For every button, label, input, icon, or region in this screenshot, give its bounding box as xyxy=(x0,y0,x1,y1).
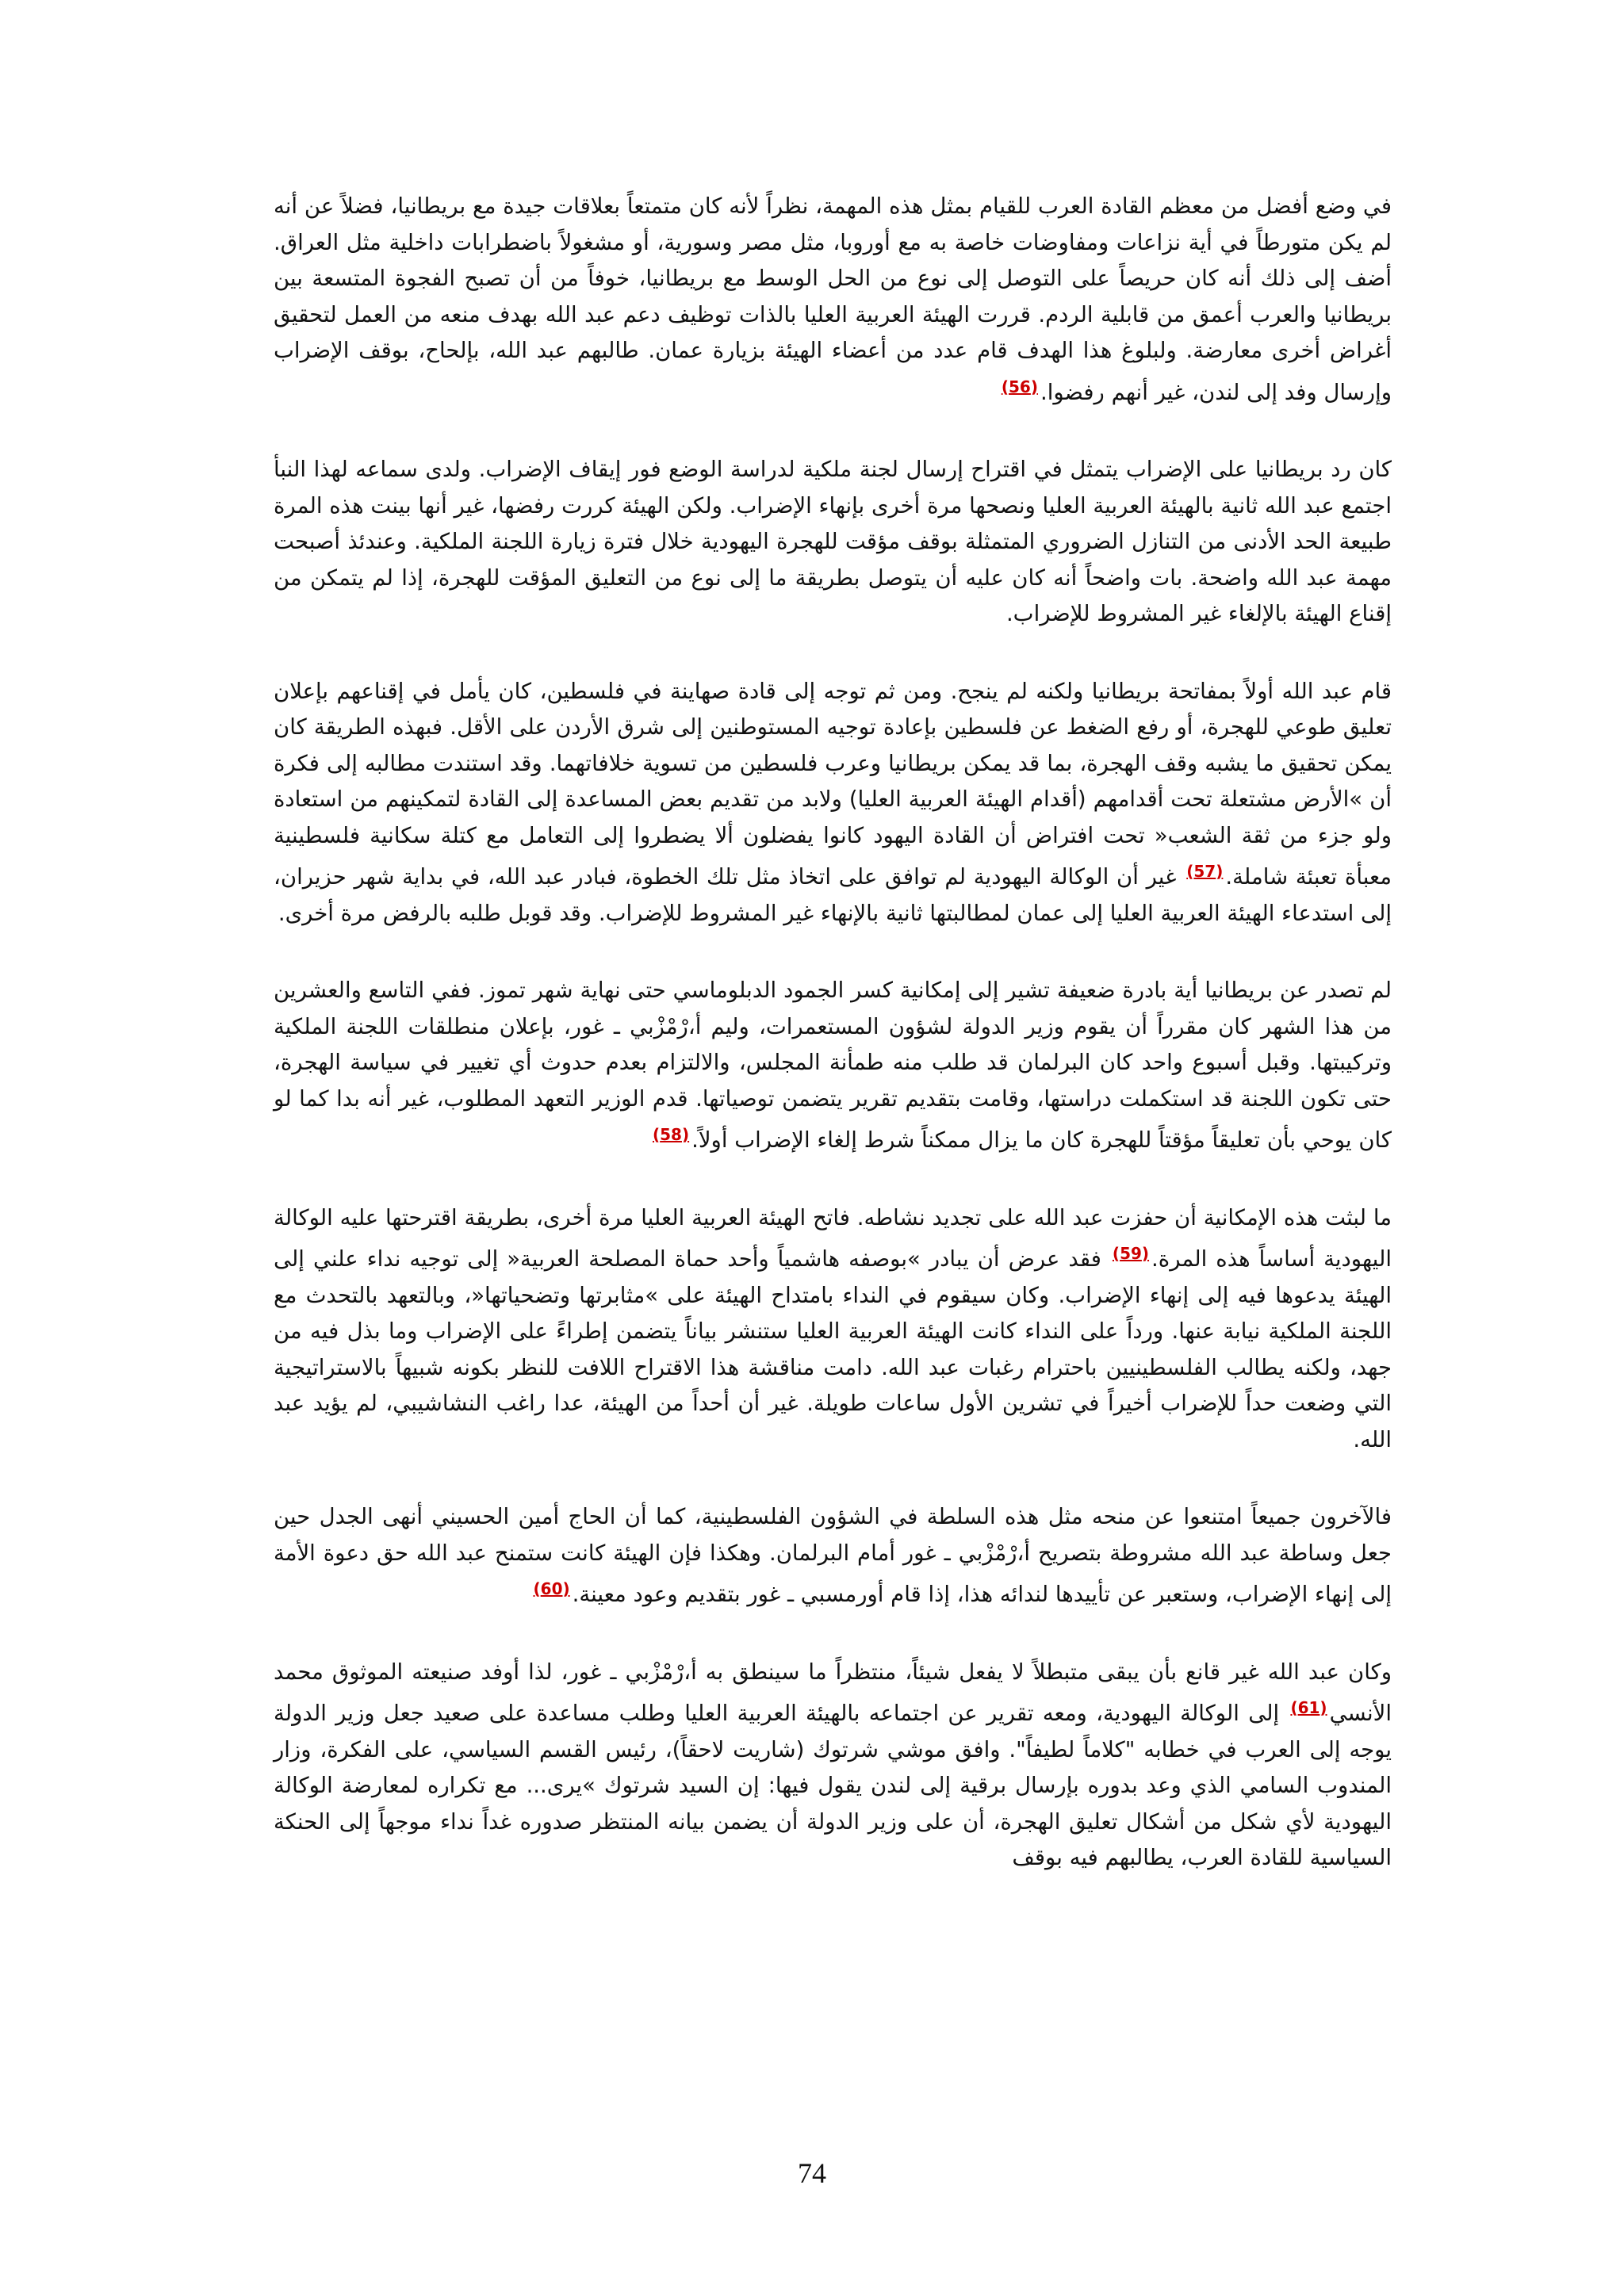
paragraph-text: لم تصدر عن بريطانيا أية بادرة ضعيفة تشير إلى إمكانية كسر الجمود الدبلوماسي حتى نهاية شهر تموز. ففي التاسع والعشرين من هذا الشهر كان مقرراً أن يقوم وزير الدولة لشؤون المستعمرات، وليم أ،رْمْزْبي ـ غور، بإعلان منطلقات اللجنة الملكية وتركيبتها. وقبل أسبوع واحد كان البرلمان قد طلب منه طمأنة المجلس، والالتزام بعدم حدوث أي تغيير في سياسة الهجرة، حتى تكون اللجنة قد استكملت دراستها، وقامت بتقديم تقرير يتضمن توصياتها. قدم الوزير التعهد المطلوب، غير أنه بدا كما لو كان يوحي بأن تعليقاً مؤقتاً للهجرة كان ما يزال ممكناً شرط إلغاء الإضراب أولاً. xyxy=(274,978,1392,1153)
paragraph xyxy=(274,189,1392,411)
footnote-link[interactable]: (57) xyxy=(1186,862,1224,881)
paragraph-text: غير أن الوكالة اليهودية لم توافق على اتخاذ مثل تلك الخطوة، فبادر عبد الله، في بداية شهر حزيران، إلى استدعاء الهيئة العربية العليا إلى عمان لمطالبتها ثانية بالإنهاء غير المشروط للإضراب. وقد قوبل طلبه بالرفض مرة أخرى. xyxy=(274,864,1392,926)
footnote-link[interactable]: (58) xyxy=(653,1125,690,1144)
footnote-link[interactable]: (56) xyxy=(1001,377,1038,396)
paragraph xyxy=(274,452,1392,633)
body-text xyxy=(274,189,1392,1918)
paragraph xyxy=(274,1200,1392,1459)
paragraph-text: قام عبد الله أولاً بمفاتحة بريطانيا ولكنه لم ينجح. ومن ثم توجه إلى قادة صهاينة في فلسطين، كان يأمل في إقناعهم بإعلان تعليق طوعي للهجرة، أو رفع الضغط عن فلسطين بإعادة توجيه المستوطنين إلى شرق الأردن على الأقل. فبهذه الطريقة كان يمكن تحقيق ما يشبه وقف الهجرة، بما قد يمكن بريطانيا وعرب فلسطين من تسوية خلافاتهما. وقد استندت مطالبه إلى فكرة أن »الأرض مشتعلة تحت أقدامهم (أقدام الهيئة العربية العليا) ولابد من تقديم بعض المساعدة إلى القادة لتمكينهم من استعادة ولو جزء من ثقة الشعب« تحت افتراض أن القادة اليهود كانوا يفضلون ألا يضطروا إلى التعامل مع كتلة سكانية فلسطينية معبأة تعبئة شاملة. xyxy=(274,678,1392,890)
paragraph-text: كان رد بريطانيا على الإضراب يتمثل في اقتراح إرسال لجنة ملكية لدراسة الوضع فور إيقاف الإضراب. ولدى سماعه لهذا النبأ اجتمع عبد الله ثانية بالهيئة العربية العليا ونصحها مرة أخرى بإنهاء الإضراب. ولكن الهيئة كررت رفضها، غير أنها بينت هذه المرة طبيعة الحد الأدنى من التنازل الضروري المتمثلة بوقف مؤقت للهجرة اليهودية خلال فترة زيارة اللجنة الملكية. وعندئذ أصبحت مهمة عبد الله واضحة. بات واضحاً أنه كان عليه أن يتوصل بطريقة ما إلى نوع من التعليق المؤقت للهجرة، إذا لم يتمكن من إقناع الهيئة بالإلغاء غير المشروط للإضراب. xyxy=(274,457,1392,626)
page-number: 74 xyxy=(798,2157,826,2189)
paragraph xyxy=(274,1499,1392,1613)
paragraph xyxy=(274,674,1392,932)
footnote-link[interactable]: (59) xyxy=(1112,1244,1150,1263)
paragraph-text: في وضع أفضل من معظم القادة العرب للقيام بمثل هذه المهمة، نظراً لأنه كان متمتعاً بعلاقات جيدة مع بريطانيا، فضلاً عن أنه لم يكن متورطاً في أية نزاعات ومفاوضات خاصة به مع أوروبا، مثل مصر وسورية، أو مشغولاً باضطرابات داخلية مثل العراق. أضف إلى ذلك أنه كان حريصاً على التوصل إلى نوع من الحل الوسط مع بريطانيا، خوفاً من أن تصبح الفجوة المتسعة بين بريطانيا والعرب أعمق من قابلية الردم. قررت الهيئة العربية العليا بالذات توظيف دعم عبد الله بهدف منعه من العمل لتحقيق أغراض أخرى معارضة. ولبلوغ هذا الهدف قام عدد من أعضاء الهيئة بزيارة عمان. طالبهم عبد الله، بإلحاح، بوقف الإضراب وإرسال وفد إلى لندن، غير أنهم رفضوا. xyxy=(274,193,1392,405)
paragraph-text: إلى الوكالة اليهودية، ومعه تقرير عن اجتماعه بالهيئة العربية العليا وطلب مساعدة على صعيد جعل وزير الدولة يوجه إلى العرب في خطابه "كلاماً لطيفاً". وافق موشي شرتوك (شاريت لاحقاً)، رئيس القسم السياسي، على الفكرة، وزار المندوب السامي الذي وعد بدوره بإرسال برقية إلى لندن يقول فيها: إن السيد شرتوك »يرى... مع تكراره لمعارضة الوكالة اليهودية لأي شكل من أشكال تعليق الهجرة، أن على وزير الدولة أن يضمن بيانه المنتظر صدوره غداً نداء موجهاً إلى الحنكة السياسية للقادة العرب، يطالبهم فيه بوقف xyxy=(274,1701,1392,1870)
paragraph xyxy=(274,1655,1392,1877)
footnote-link[interactable]: (61) xyxy=(1290,1698,1327,1717)
paragraph xyxy=(274,973,1392,1159)
footnote-link[interactable]: (60) xyxy=(533,1579,570,1598)
paragraph-text: فالآخرون جميعاً امتنعوا عن منحه مثل هذه السلطة في الشؤون الفلسطينية، كما أن الحاج أمين الحسيني أنهى الجدل حين جعل وساطة عبد الله مشروطة بتصريح أ،رْمْزْبي ـ غور أمام البرلمان. وهكذا فإن الهيئة كانت ستمنح عبد الله حق دعوة الأمة إلى إنهاء الإضراب، وستعبر عن تأييدها لندائه هذا، إذا قام أورمسبي ـ غور بتقديم وعود معينة. xyxy=(274,1504,1392,1607)
paragraph-text: وكان عبد الله غير قانع بأن يبقى متبطلاً لا يفعل شيئاً، منتظراً ما سينطق به أ،رْمْزْبي ـ غور، لذا أوفد صنيعته الموثوق محمد الأنسي xyxy=(274,1659,1392,1726)
paragraph-text: فقد عرض أن يبادر »بوصفه هاشمياً وأحد حماة المصلحة العربية« إلى توجيه نداء علني إلى الهيئة يدعوها فيه إلى إنهاء الإضراب. وكان سيقوم في النداء بامتداح الهيئة على »مثابرتها وتضحياتها«، وبالتعهد بالتحدث مع اللجنة الملكية نيابة عنها. ورداً على النداء كانت الهيئة العربية العليا ستنشر بياناً يتضمن إطراءً على الإضراب وما بذل فيه من جهد، ولكنه يطالب الفلسطينيين باحترام رغبات عبد الله. دامت مناقشة هذا الاقتراح اللافت للنظر بكونه شبيهاً بالاستراتيجية التي وضعت حداً للإضراب أخيراً في تشرين الأول ساعات طويلة. غير أن أحداً من الهيئة، عدا راغب النشاشيبي، لم يؤيد عبد الله. xyxy=(274,1246,1392,1452)
paragraph-text: ما لبثت هذه الإمكانية أن حفزت عبد الله على تجديد نشاطه. فاتح الهيئة العربية العليا مرة أخرى، بطريقة اقترحتها عليه الوكالة اليهودية أساساً هذه المرة. xyxy=(274,1204,1392,1272)
